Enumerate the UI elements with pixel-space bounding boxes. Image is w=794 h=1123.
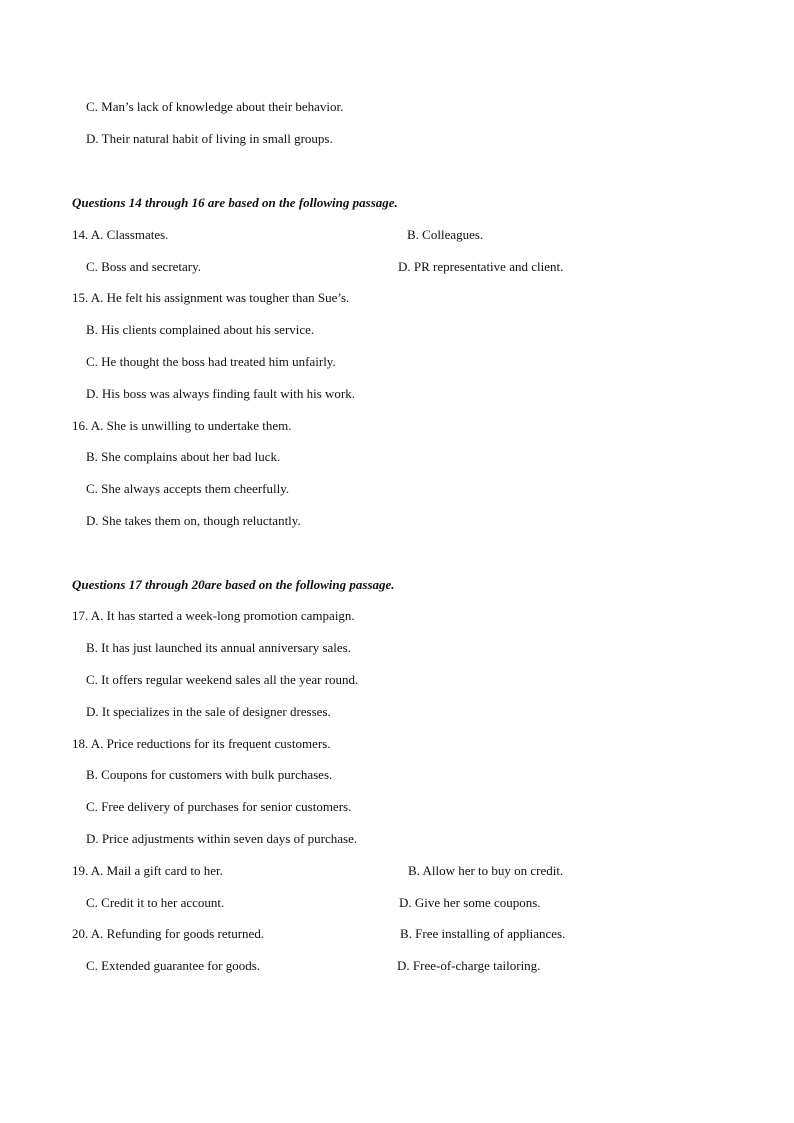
option-14d: D. PR representative and client.	[398, 259, 564, 274]
option-14b: B. Colleagues.	[407, 227, 484, 242]
section-heading-17-20: Questions 17 through 20are based on the following passage.	[72, 577, 395, 592]
option-18b: B. Coupons for customers with bulk purchases.	[86, 767, 333, 782]
option-17c: C. It offers regular weekend sales all the year round.	[86, 672, 359, 687]
option-13c: C. Man’s lack of knowledge about their behavior.	[86, 99, 344, 114]
option-17d: D. It specializes in the sale of designer dresses.	[86, 704, 331, 719]
option-18d: D. Price adjustments within seven days of purchase.	[86, 831, 358, 846]
option-18a: 18. A. Price reductions for its frequent customers.	[72, 736, 331, 751]
option-16d: D. She takes them on, though reluctantly.	[86, 513, 301, 528]
option-20c: C. Extended guarantee for goods.	[86, 958, 261, 973]
option-14a: 14. A. Classmates.	[72, 227, 169, 242]
option-18c: C. Free delivery of purchases for senior customers.	[86, 799, 352, 814]
option-19b: B. Allow her to buy on credit.	[408, 863, 564, 878]
option-20d: D. Free-of-charge tailoring.	[397, 958, 541, 973]
option-16b: B. She complains about her bad luck.	[86, 449, 281, 464]
option-15b: B. His clients complained about his service.	[86, 322, 315, 337]
option-19c: C. Credit it to her account.	[86, 895, 225, 910]
option-19d: D. Give her some coupons.	[399, 895, 541, 910]
option-16a: 16. A. She is unwilling to undertake them.	[72, 418, 292, 433]
option-17a: 17. A. It has started a week-long promotion campaign.	[72, 608, 355, 623]
section-heading-14-16: Questions 14 through 16 are based on the following passage.	[72, 195, 398, 210]
option-20b: B. Free installing of appliances.	[400, 926, 566, 941]
option-15c: C. He thought the boss had treated him unfairly.	[86, 354, 336, 369]
option-14c: C. Boss and secretary.	[86, 259, 202, 274]
option-16c: C. She always accepts them cheerfully.	[86, 481, 290, 496]
option-20a: 20. A. Refunding for goods returned.	[72, 926, 265, 941]
option-15d: D. His boss was always finding fault with his work.	[86, 386, 356, 401]
option-15a: 15. A. He felt his assignment was tougher than Sue’s.	[72, 290, 350, 305]
option-19a: 19. A. Mail a gift card to her.	[72, 863, 223, 878]
option-17b: B. It has just launched its annual anniversary sales.	[86, 640, 351, 655]
option-13d: D. Their natural habit of living in small groups.	[86, 131, 333, 146]
